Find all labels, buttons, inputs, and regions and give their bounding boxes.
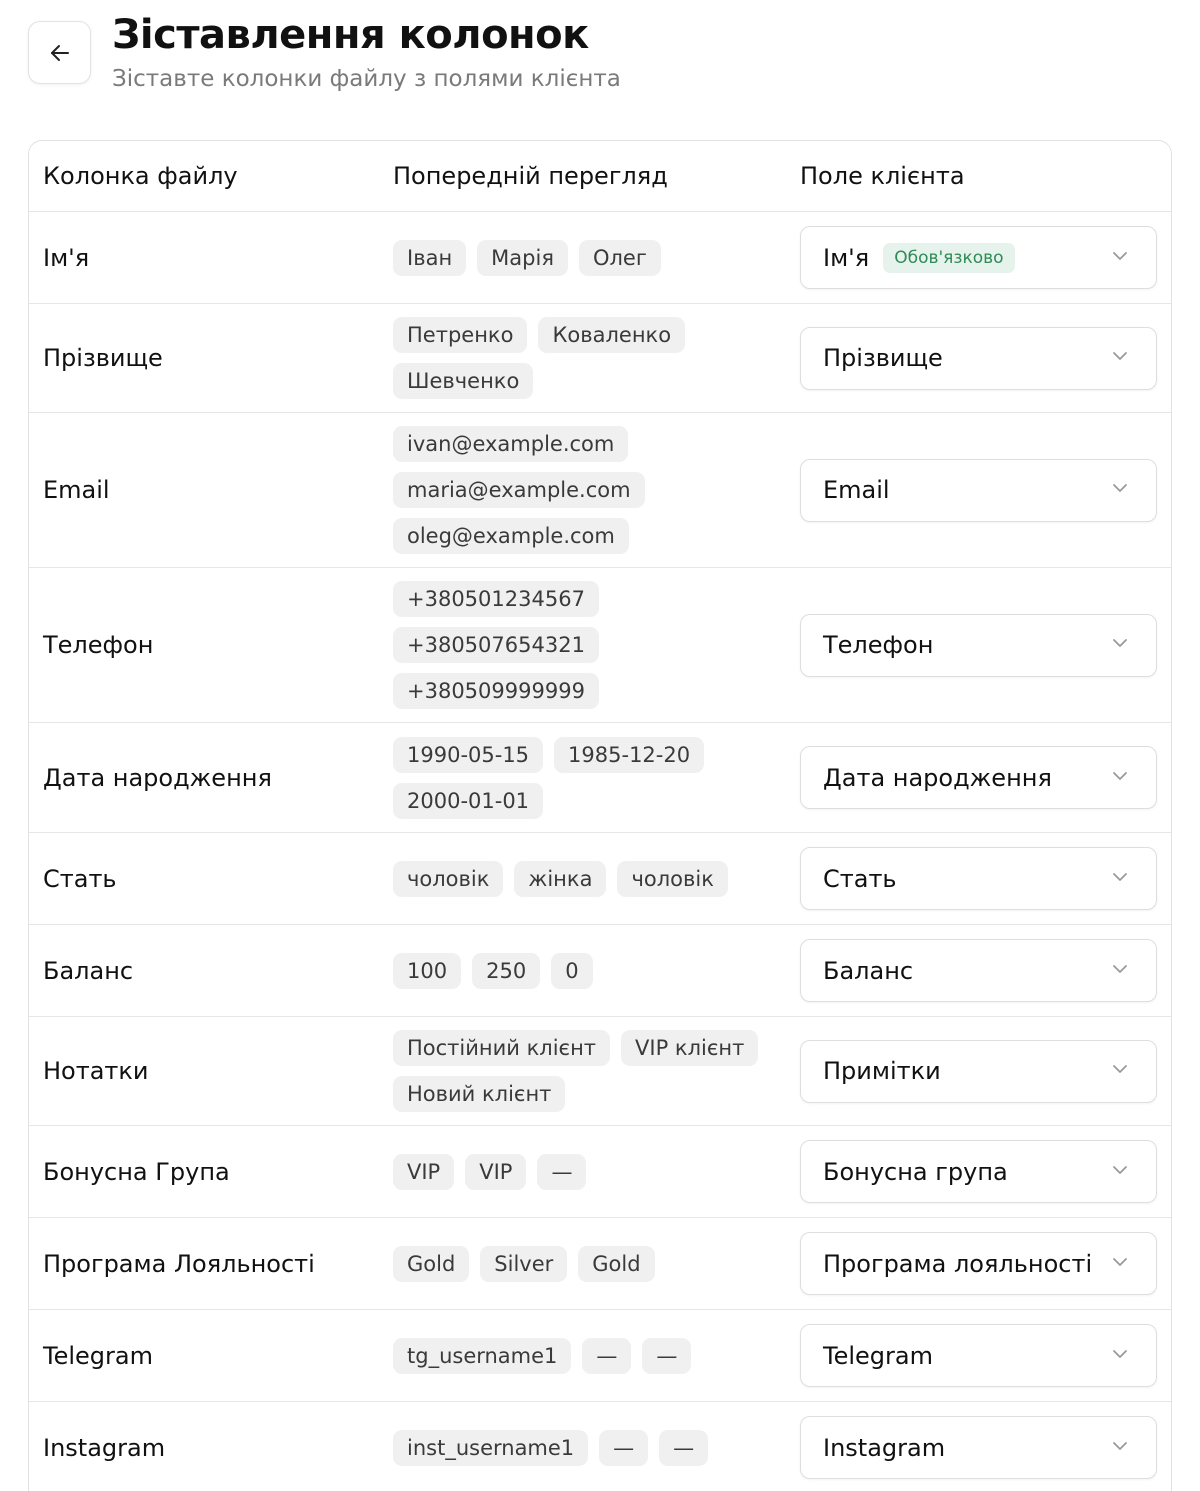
preview-cell bbox=[379, 953, 786, 989]
client-field-select[interactable] bbox=[800, 1140, 1157, 1203]
file-column-cell bbox=[29, 764, 379, 792]
chevron-down-icon bbox=[1110, 1344, 1130, 1368]
file-column-name: Баланс bbox=[43, 956, 134, 985]
table-row bbox=[29, 568, 1171, 723]
preview-cell bbox=[379, 1246, 786, 1282]
file-column-cell bbox=[29, 244, 379, 272]
file-column-name: Telegram bbox=[43, 1341, 153, 1370]
client-field-cell bbox=[786, 226, 1171, 289]
preview-chip: жінка bbox=[514, 861, 606, 897]
preview-chips bbox=[393, 581, 623, 709]
table-header bbox=[29, 141, 1171, 212]
preview-chip: Новий клієнт bbox=[393, 1076, 565, 1112]
table-row bbox=[29, 1218, 1171, 1310]
preview-chips bbox=[393, 1430, 786, 1466]
preview-chip: inst_username1 bbox=[393, 1430, 588, 1466]
preview-chip: — bbox=[642, 1338, 691, 1374]
preview-chip: tg_username1 bbox=[393, 1338, 571, 1374]
preview-cell bbox=[379, 1154, 786, 1190]
file-column-cell bbox=[29, 957, 379, 985]
chevron-down-icon bbox=[1110, 1160, 1130, 1184]
table-row bbox=[29, 413, 1171, 568]
preview-chip: Постійний клієнт bbox=[393, 1030, 610, 1066]
client-field-select[interactable] bbox=[800, 614, 1157, 677]
chevron-down-icon bbox=[1110, 1252, 1130, 1276]
preview-chip: ivan@example.com bbox=[393, 426, 628, 462]
client-field-value: Бонусна група bbox=[823, 1157, 1008, 1186]
required-badge: Обов'язково bbox=[883, 243, 1014, 273]
chevron-down-icon bbox=[1110, 1059, 1130, 1083]
client-field-cell bbox=[786, 459, 1171, 522]
preview-chip: +380509999999 bbox=[393, 673, 599, 709]
client-field-cell bbox=[786, 1232, 1171, 1295]
preview-cell bbox=[379, 1338, 786, 1374]
table-row bbox=[29, 1310, 1171, 1402]
client-field-select[interactable] bbox=[800, 1040, 1157, 1103]
preview-chip: 1985-12-20 bbox=[554, 737, 704, 773]
preview-chips bbox=[393, 953, 786, 989]
client-field-select[interactable] bbox=[800, 746, 1157, 809]
client-field-select[interactable] bbox=[800, 327, 1157, 390]
preview-chip: Gold bbox=[393, 1246, 469, 1282]
client-field-value: Стать bbox=[823, 864, 897, 893]
preview-cell bbox=[379, 240, 786, 276]
client-field-value: Instagram bbox=[823, 1433, 946, 1462]
chevron-down-icon bbox=[1110, 766, 1130, 790]
file-column-cell bbox=[29, 476, 379, 504]
preview-cell bbox=[379, 737, 786, 819]
file-column-cell bbox=[29, 1250, 379, 1278]
preview-chip: чоловік bbox=[617, 861, 727, 897]
preview-cell bbox=[379, 1030, 786, 1112]
preview-cell bbox=[379, 581, 786, 709]
client-field-select[interactable] bbox=[800, 226, 1157, 289]
preview-chips bbox=[393, 240, 786, 276]
page-subtitle: Зіставте колонки файлу з полями клієнта bbox=[112, 66, 621, 92]
preview-chips bbox=[393, 1154, 786, 1190]
client-field-select[interactable] bbox=[800, 459, 1157, 522]
preview-chip: VIP bbox=[465, 1154, 526, 1190]
preview-chip: 1990-05-15 bbox=[393, 737, 543, 773]
preview-chip: 100 bbox=[393, 953, 461, 989]
client-field-cell bbox=[786, 847, 1171, 910]
client-field-value: Примітки bbox=[823, 1057, 941, 1085]
preview-cell bbox=[379, 1430, 786, 1466]
client-field-cell bbox=[786, 1416, 1171, 1479]
file-column-name: Дата народження bbox=[43, 763, 272, 792]
client-field-cell bbox=[786, 1324, 1171, 1387]
file-column-name: Instagram bbox=[43, 1433, 166, 1462]
preview-chip: — bbox=[537, 1154, 586, 1190]
client-field-select[interactable] bbox=[800, 1232, 1157, 1295]
table-row bbox=[29, 925, 1171, 1017]
file-column-name: Ім'я bbox=[43, 243, 90, 272]
header-preview: Попередній перегляд bbox=[393, 162, 668, 190]
preview-chips bbox=[393, 317, 786, 399]
preview-chip: VIP клієнт bbox=[621, 1030, 758, 1066]
preview-chip: — bbox=[599, 1430, 648, 1466]
preview-chip: 2000-01-01 bbox=[393, 783, 543, 819]
client-field-value: Дата народження bbox=[823, 763, 1052, 792]
preview-chip: Олег bbox=[579, 240, 661, 276]
preview-chip: 0 bbox=[551, 953, 592, 989]
preview-chip: чоловік bbox=[393, 861, 503, 897]
arrow-left-icon bbox=[48, 41, 72, 65]
client-field-cell bbox=[786, 1140, 1171, 1203]
preview-chip: Коваленко bbox=[538, 317, 685, 353]
client-field-value: Прізвище bbox=[823, 344, 943, 372]
file-column-cell bbox=[29, 865, 379, 893]
table-body bbox=[29, 212, 1171, 1491]
preview-chip: Шевченко bbox=[393, 363, 533, 399]
preview-chips bbox=[393, 737, 786, 819]
client-field-value: Телефон bbox=[823, 631, 934, 659]
file-column-cell bbox=[29, 631, 379, 659]
header-client-field: Поле клієнта bbox=[800, 162, 965, 190]
chevron-down-icon bbox=[1110, 867, 1130, 891]
client-field-select[interactable] bbox=[800, 1324, 1157, 1387]
table-row bbox=[29, 1402, 1171, 1491]
client-field-value: Ім'я bbox=[823, 243, 870, 272]
preview-cell bbox=[379, 317, 786, 399]
preview-chips bbox=[393, 1030, 786, 1112]
preview-chip: VIP bbox=[393, 1154, 454, 1190]
client-field-cell bbox=[786, 614, 1171, 677]
page-title: Зіставлення колонок bbox=[112, 12, 589, 58]
table-row bbox=[29, 212, 1171, 304]
file-column-cell bbox=[29, 1158, 379, 1186]
client-field-cell bbox=[786, 1040, 1171, 1103]
preview-chips bbox=[393, 1246, 786, 1282]
client-field-cell bbox=[786, 327, 1171, 390]
file-column-name: Телефон bbox=[43, 631, 154, 659]
preview-chips bbox=[393, 426, 631, 554]
table-row bbox=[29, 304, 1171, 413]
file-column-name: Прізвище bbox=[43, 344, 163, 372]
preview-chip: Марія bbox=[477, 240, 568, 276]
table-row bbox=[29, 1126, 1171, 1218]
back-button[interactable] bbox=[28, 21, 91, 84]
preview-chip: — bbox=[659, 1430, 708, 1466]
table-row bbox=[29, 833, 1171, 925]
file-column-cell bbox=[29, 1342, 379, 1370]
client-field-value: Програма лояльності bbox=[823, 1249, 1093, 1278]
chevron-down-icon bbox=[1110, 246, 1130, 270]
file-column-name: Нотатки bbox=[43, 1057, 149, 1085]
chevron-down-icon bbox=[1110, 1436, 1130, 1460]
preview-chip: Gold bbox=[578, 1246, 654, 1282]
preview-chip: oleg@example.com bbox=[393, 518, 629, 554]
file-column-name: Бонусна Група bbox=[43, 1157, 230, 1186]
preview-chips bbox=[393, 861, 786, 897]
chevron-down-icon bbox=[1110, 346, 1130, 370]
client-field-select[interactable] bbox=[800, 1416, 1157, 1479]
preview-chip: — bbox=[582, 1338, 631, 1374]
preview-cell bbox=[379, 861, 786, 897]
client-field-cell bbox=[786, 746, 1171, 809]
preview-chip: maria@example.com bbox=[393, 472, 645, 508]
mapping-table bbox=[28, 140, 1172, 1491]
preview-chip: +380507654321 bbox=[393, 627, 599, 663]
client-field-select[interactable] bbox=[800, 939, 1157, 1002]
client-field-select[interactable] bbox=[800, 847, 1157, 910]
preview-chip: Петренко bbox=[393, 317, 527, 353]
preview-chip: Silver bbox=[480, 1246, 567, 1282]
chevron-down-icon bbox=[1110, 633, 1130, 657]
file-column-cell bbox=[29, 1434, 379, 1462]
file-column-name: Email bbox=[43, 476, 110, 504]
preview-chips bbox=[393, 1338, 786, 1374]
chevron-down-icon bbox=[1110, 959, 1130, 983]
client-field-value: Email bbox=[823, 476, 890, 504]
client-field-cell bbox=[786, 939, 1171, 1002]
file-column-cell bbox=[29, 344, 379, 372]
file-column-name: Програма Лояльності bbox=[43, 1249, 315, 1278]
table-row bbox=[29, 723, 1171, 833]
file-column-name: Стать bbox=[43, 864, 117, 893]
chevron-down-icon bbox=[1110, 478, 1130, 502]
client-field-value: Telegram bbox=[823, 1341, 933, 1370]
preview-cell bbox=[379, 426, 786, 554]
table-row bbox=[29, 1017, 1171, 1126]
preview-chip: 250 bbox=[472, 953, 540, 989]
file-column-cell bbox=[29, 1057, 379, 1085]
preview-chip: +380501234567 bbox=[393, 581, 599, 617]
client-field-value: Баланс bbox=[823, 956, 914, 985]
preview-chip: Іван bbox=[393, 240, 466, 276]
header-file-column: Колонка файлу bbox=[43, 162, 238, 190]
